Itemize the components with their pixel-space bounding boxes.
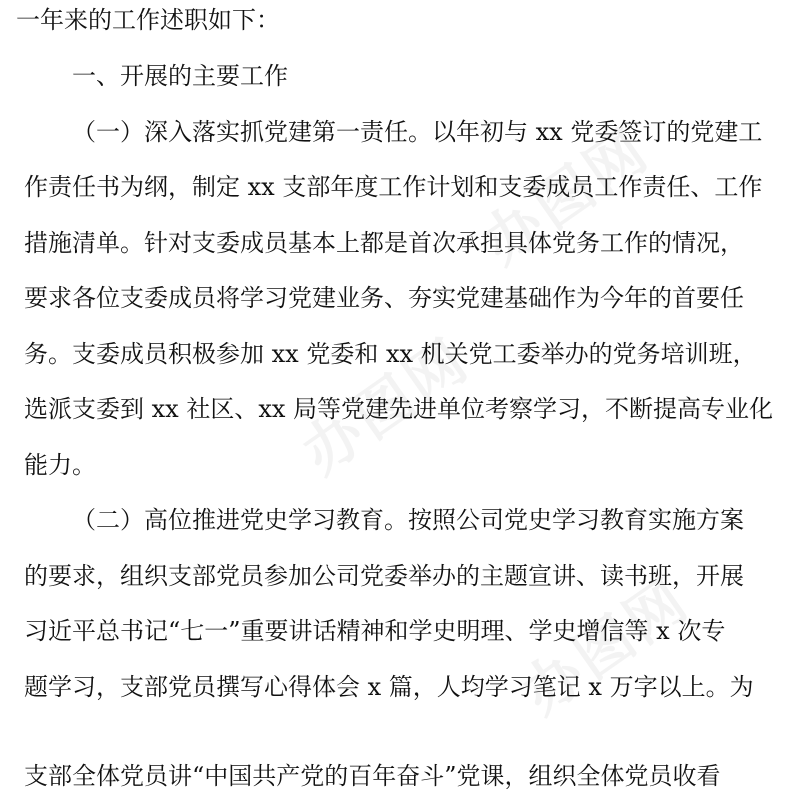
watermark-2: 办图网 [290,324,482,488]
paragraph-1-line-3: 措施清单。针对支委成员基本上都是首次承担具体党务工作的情况， [24,229,744,257]
watermark-1: 办图网 [470,114,662,278]
paragraph-2-line-2: 的要求，组织支部党员参加公司党委举办的主题宣讲、读书班，开展 [24,562,744,590]
intro-line: 一年来的工作述职如下： [16,6,280,34]
paragraph-1-line-5: 务。支委成员积极参加 xx 党委和 xx 机关党工委举办的党务培训班， [24,340,757,368]
section-heading: 一、开展的主要工作 [72,62,288,90]
paragraph-1-line-4: 要求各位支委成员将学习党建业务、夯实党建基础作为今年的首要任 [24,284,744,312]
continuation-line: 支部全体党员讲“中国共产党的百年奋斗”党课，组织全体党员收看 [24,762,721,790]
paragraph-1-line-6: 选派支委到 xx 社区、xx 局等党建先进单位考察学习，不断提高专业化 [24,395,774,423]
paragraph-2-line-3: 习近平总书记“七一”重要讲话精神和学史明理、学史增信等 x 次专 [24,617,726,645]
paragraph-1-line-7: 能力。 [24,451,96,479]
watermark-3: 办图网 [510,564,702,728]
paragraph-2-line-1: （二）高位推进党史学习教育。按照公司党史学习教育实施方案 [72,506,744,534]
paragraph-2-line-4: 题学习，支部党员撰写心得体会 x 篇，人均学习笔记 x 万字以上。为 [24,673,754,701]
paragraph-1-line-1: （一）深入落实抓党建第一责任。以年初与 xx 党委签订的党建工 [72,118,763,146]
paragraph-1-line-2: 作责任书为纲，制定 xx 支部年度工作计划和支委成员工作责任、工作 [24,173,763,201]
